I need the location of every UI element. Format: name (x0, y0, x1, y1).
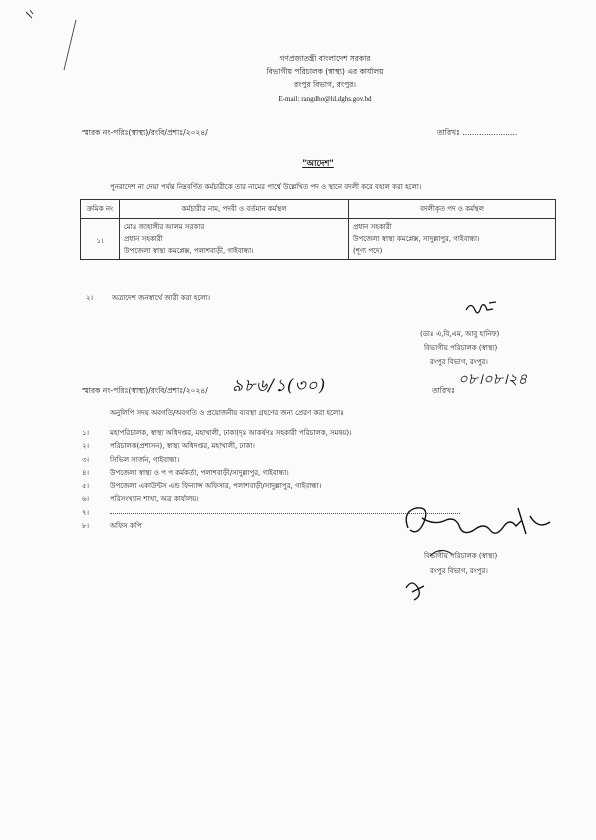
item-number: ৫। (82, 482, 90, 491)
pen-mark-corner (24, 6, 84, 76)
employee-name: মোঃ জাহাঙ্গীর আলম সরকার (124, 223, 205, 231)
header-transfer: বদলীকৃত পদ ও কর্মস্থল (349, 200, 556, 219)
item-text: উপজেলা একাউন্টস এন্ড ফিন্যান্স অফিসার, পলাশবাড়ী/সাদুল্লাপুর, গাইবান্ধা। (110, 482, 322, 491)
table-header-row (81, 200, 556, 219)
header-government: গণপ্রজাতন্ত্রী বাংলাদেশ সরকার (279, 54, 371, 63)
signature-top (463, 298, 513, 320)
memo-date: তারিখঃ ....................... (437, 128, 518, 137)
item-number: ১। (82, 429, 90, 437)
signatory2-title: বিভাগীয় পরিচালক (স্বাস্থ্য) (424, 552, 498, 560)
header-office: বিভাগীয় পরিচালক (স্বাস্থ্য) এর কার্যালয় (266, 67, 384, 76)
item-text: মহাপরিচালক, স্বাস্থ্য অধিদপ্তর, মহাখালী, ঢাকা(দৃঃ আকর্ষণঃ সহকারী পরিচালক, সমন্বয়)। (110, 429, 352, 437)
item-text: উপজেলা স্বাস্থ্য ও প প কর্মকর্তা, পলাশবাড়ী/সাদুল্লাপুর, গাইবান্ধা। (110, 468, 289, 477)
item-text: অফিস কপি (110, 522, 142, 531)
item-text: সিভিল সার্জন, গাইবান্ধা। (110, 455, 180, 464)
list-item (82, 440, 522, 453)
list-item (82, 467, 522, 480)
item-text: পরিসংখ্যান শাখা, অত্র কার্যালয়। (110, 495, 199, 504)
item-text: পরিচালক(প্রশাসন), স্বাস্থ্য অধিদপ্তর, মহাখালী, ঢাকা। (110, 442, 255, 451)
memo2-date-label: তারিখঃ (432, 386, 455, 395)
list-item (82, 427, 522, 440)
memo-reference: স্মারক নং-পরিঃ(স্বাস্থ্য)/রংবি/প্রশাঃ/২০২৪/ (82, 128, 208, 137)
distribution-intro: অনুলিপি সদয় অবগতি/অবগতি ও প্রয়োজনীয় ব্যবস্থা গ্রহণের জন্য প্রেরণ করা হলোঃ (110, 409, 344, 417)
transfer-note: (শূণ্য পদে) (353, 247, 383, 255)
row-transfer (349, 219, 556, 260)
memo2-handwritten-date: ০৮।০৮।২৪ (458, 370, 528, 388)
header-location: রংপুর বিভাগ, রংপুর। (294, 80, 356, 89)
transfer-table (80, 199, 556, 260)
table-row (81, 219, 556, 260)
item-number: ৮। (82, 522, 90, 531)
list-item (82, 480, 522, 493)
employee-post: প্রধান সহকারী (124, 235, 163, 243)
item-number: ৬। (82, 495, 90, 504)
transfer-post: প্রধান সহকারী (353, 223, 392, 231)
memo2-handwritten-number: ৯৮৬/১(৩০) (232, 376, 327, 396)
clause-number: ২। (86, 294, 94, 302)
header-employee: কর্মচারীর নাম, পদবী ও বর্তমান কর্মস্থল (120, 200, 349, 219)
order-title: "আদেশ" (302, 159, 334, 169)
header-serial: ক্রমিক নং (81, 200, 120, 219)
header-email: E-mail: rangdho@ld.dghs.gov.bd (278, 95, 372, 103)
item-number: ৪। (82, 468, 90, 477)
signatory-name: (ডাঃ এ,বি,এম, আবু হানিফ) (420, 330, 500, 338)
signatory-title: বিভাগীয় পরিচালক (স্বাস্থ্য) (424, 344, 498, 352)
employee-current-station: উপজেলা স্বাস্থ্য কমপ্লেক্স, পলাশবাড়ী, গাইবান্ধা। (124, 247, 254, 255)
list-item (82, 454, 522, 467)
memo2-reference: স্মারক নং-পরিঃ(স্বাস্থ্য)/রংবি/প্রশাঃ/২০২৪/ (82, 386, 208, 395)
item-number: ২। (82, 442, 90, 451)
clause-text: অত্রাদেশ জনস্বার্থে জারী করা হলো। (112, 294, 211, 302)
transfer-station: উপজেলা স্বাস্থ্য কমপ্লেক্স, সাদুল্লাপুর, গাইবান্ধা। (353, 235, 480, 243)
item-number: ৭। (82, 508, 90, 517)
row-serial: ১। (81, 219, 120, 260)
order-intro: পুনরাদেশ না দেয়া পর্যন্ত নিম্নবর্ণিত কর্মচারীকে তার নামের পার্শ্বে উল্লেখিত পদ ও স্থানে বদলী করে বহাল করা হলো। (110, 183, 422, 191)
row-employee (120, 219, 349, 260)
signatory-office: রংপুর বিভাগ, রংপুর। (430, 358, 488, 366)
item-number: ৩। (82, 455, 90, 464)
signatory2-office: রংপুর বিভাগ, রংপুর। (430, 567, 488, 575)
